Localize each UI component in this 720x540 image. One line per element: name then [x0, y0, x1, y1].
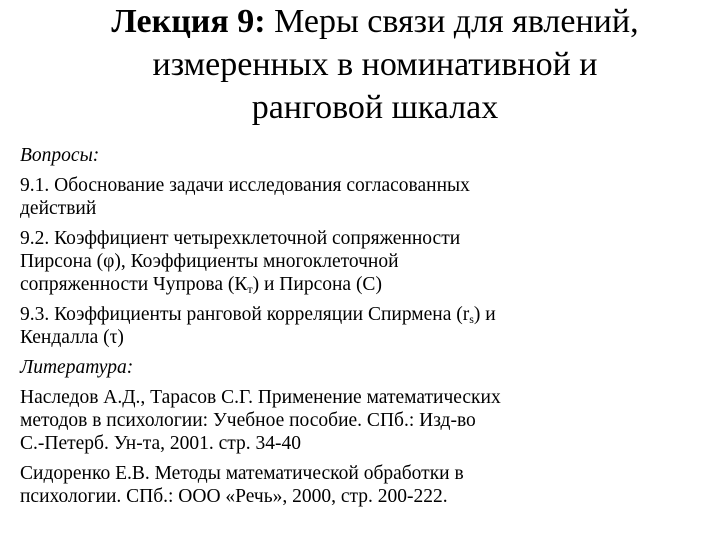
question-3-line-1	[20, 303, 710, 326]
slide-body	[20, 144, 710, 515]
reference-2-line-1: Сидоренко Е.В. Методы математической обработки в	[20, 463, 464, 484]
slide-title	[30, 0, 720, 129]
reference-1-line-2: методов в психологии: Учебное пособие. СПб.: Изд-во	[20, 410, 476, 431]
question-1-line-2: действий	[20, 198, 97, 219]
title-line-1-rest: Меры связи для явлений,	[265, 3, 639, 40]
question-3-line-2: Кендалла (τ)	[20, 327, 124, 348]
question-3-line-1-b: ) и	[473, 304, 496, 325]
lecture-label: Лекция 9:	[111, 3, 266, 40]
reference-1-line-1: Наследов А.Д., Тарасов С.Г. Применение математических	[20, 387, 501, 408]
questions-heading: Вопросы:	[20, 145, 100, 166]
question-1-line-1: 9.1. Обоснование задачи исследования согласованных	[20, 175, 470, 196]
title-line-1	[30, 0, 720, 43]
literature-heading: Литература:	[20, 357, 134, 378]
question-item	[20, 174, 710, 220]
question-2-line-1: 9.2. Коэффициент четырехклеточной сопряженности	[20, 228, 461, 249]
question-2-line-2: Пирсона (φ), Коэффициенты многоклеточной	[20, 251, 399, 272]
reference-item	[20, 462, 710, 508]
reference-2-line-2: психологии. СПб.: ООО «Речь», 2000, стр. 200-222.	[20, 486, 448, 507]
question-2-line-3	[20, 273, 710, 296]
question-2-line-3-a: сопряженности Чупрова (К	[20, 274, 248, 295]
question-item	[20, 227, 710, 296]
reference-item	[20, 386, 710, 455]
question-2-line-3-b: ) и Пирсона (С)	[252, 274, 382, 295]
question-item	[20, 303, 710, 349]
reference-1-line-3: С.-Петерб. Ун-та, 2001. стр. 34-40	[20, 433, 302, 454]
question-3-line-1-a: 9.3. Коэффициенты ранговой корреляции Спирмена (r	[20, 304, 470, 325]
title-line-2: измеренных в номинативной и	[152, 46, 598, 83]
chuprov-subscript: т	[247, 282, 253, 296]
title-line-3: ранговой шкалах	[251, 89, 499, 126]
spearman-subscript: s	[469, 312, 474, 326]
